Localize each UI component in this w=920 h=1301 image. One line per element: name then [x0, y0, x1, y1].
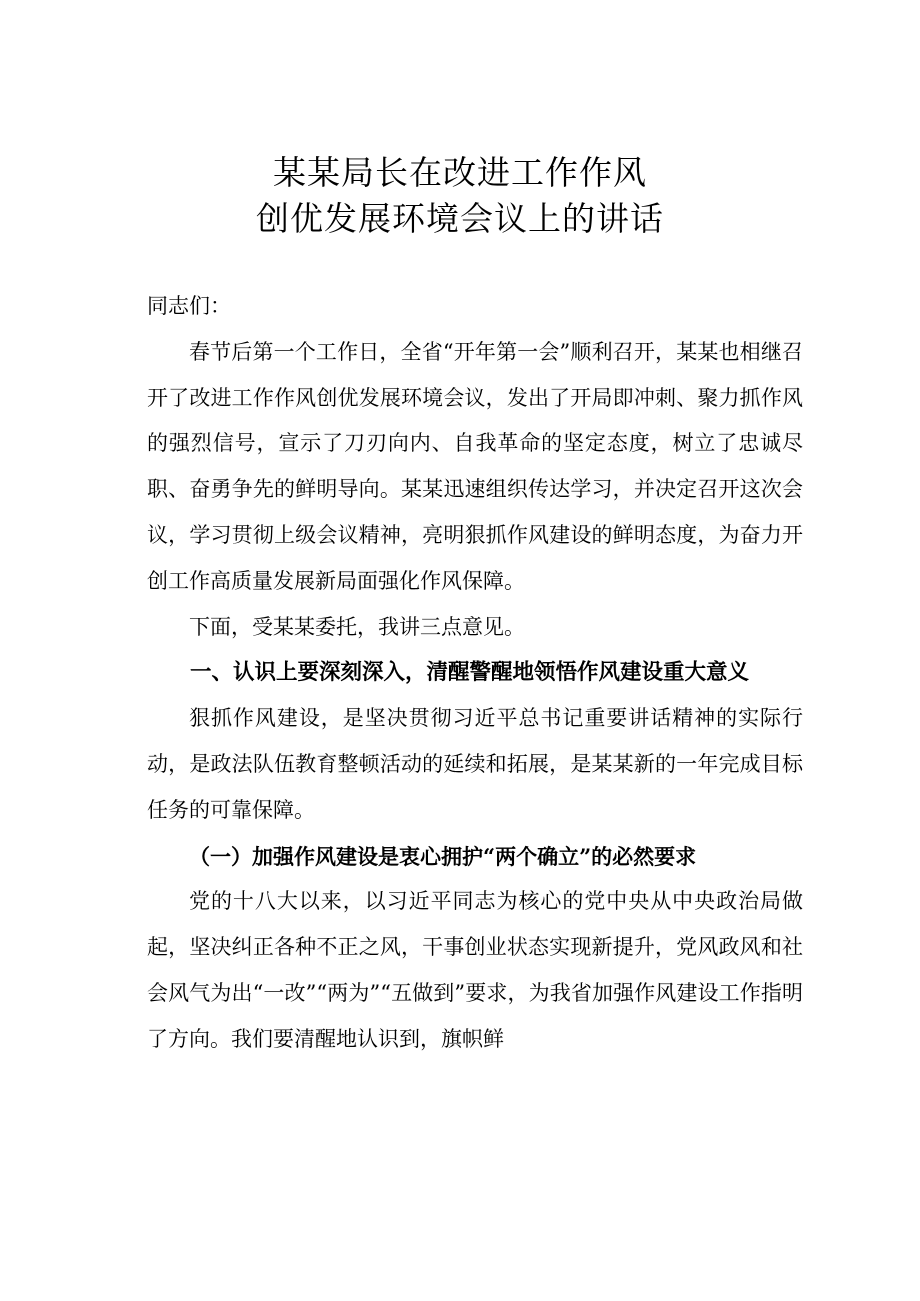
paragraph-1: 春节后第一个工作日，全省“开年第一会”顺利召开，某某也相继召开了改进工作作风创优发展环境会议，发出了开局即冲刺、聚力抓作风的强烈信号，宣示了刀刃向内、自我革命的坚定态度，树立了忠诚尽职、奋勇争先的鲜明导向。某某迅速组织传达学习，并决定召开这次会议，学习贯彻上级会议精神，亮明狠抓作风建设的鲜明态度，为奋力开创工作高质量发展新局面强化作风保障。	[147, 339, 803, 593]
document-title	[0, 150, 920, 242]
paragraph-3: 狠抓作风建设，是坚决贯彻习近平总书记重要讲话精神的实际行动，是政法队伍教育整顿活动的延续和拓展，是某某新的一年完成目标任务的可靠保障。	[147, 706, 803, 822]
paragraph-4: 党的十八大以来，以习近平同志为核心的党中央从中央政治局做起，坚决纠正各种不正之风，干事创业状态实现新提升，党风政风和社会风气为出“一改”“两为”“五做到”要求，为我省加强作风建设工作指明了方向。我们要清醒地认识到，旗帜鲜	[147, 889, 803, 1051]
section-heading-1: 一、认识上要深刻深入，清醒警醒地领悟作风建设重大意义	[190, 660, 750, 686]
salutation: 同志们：	[147, 294, 231, 318]
subsection-heading-1: （一）加强作风建设是衷心拥护“两个确立”的必然要求	[189, 843, 697, 869]
title-line-2: 创优发展环境会议上的讲话	[256, 199, 664, 238]
paragraph-2: 下面，受某某委托，我讲三点意见。	[189, 614, 525, 639]
title-line-1: 某某局长在改进工作作风	[273, 153, 647, 192]
document-body	[147, 284, 803, 1063]
